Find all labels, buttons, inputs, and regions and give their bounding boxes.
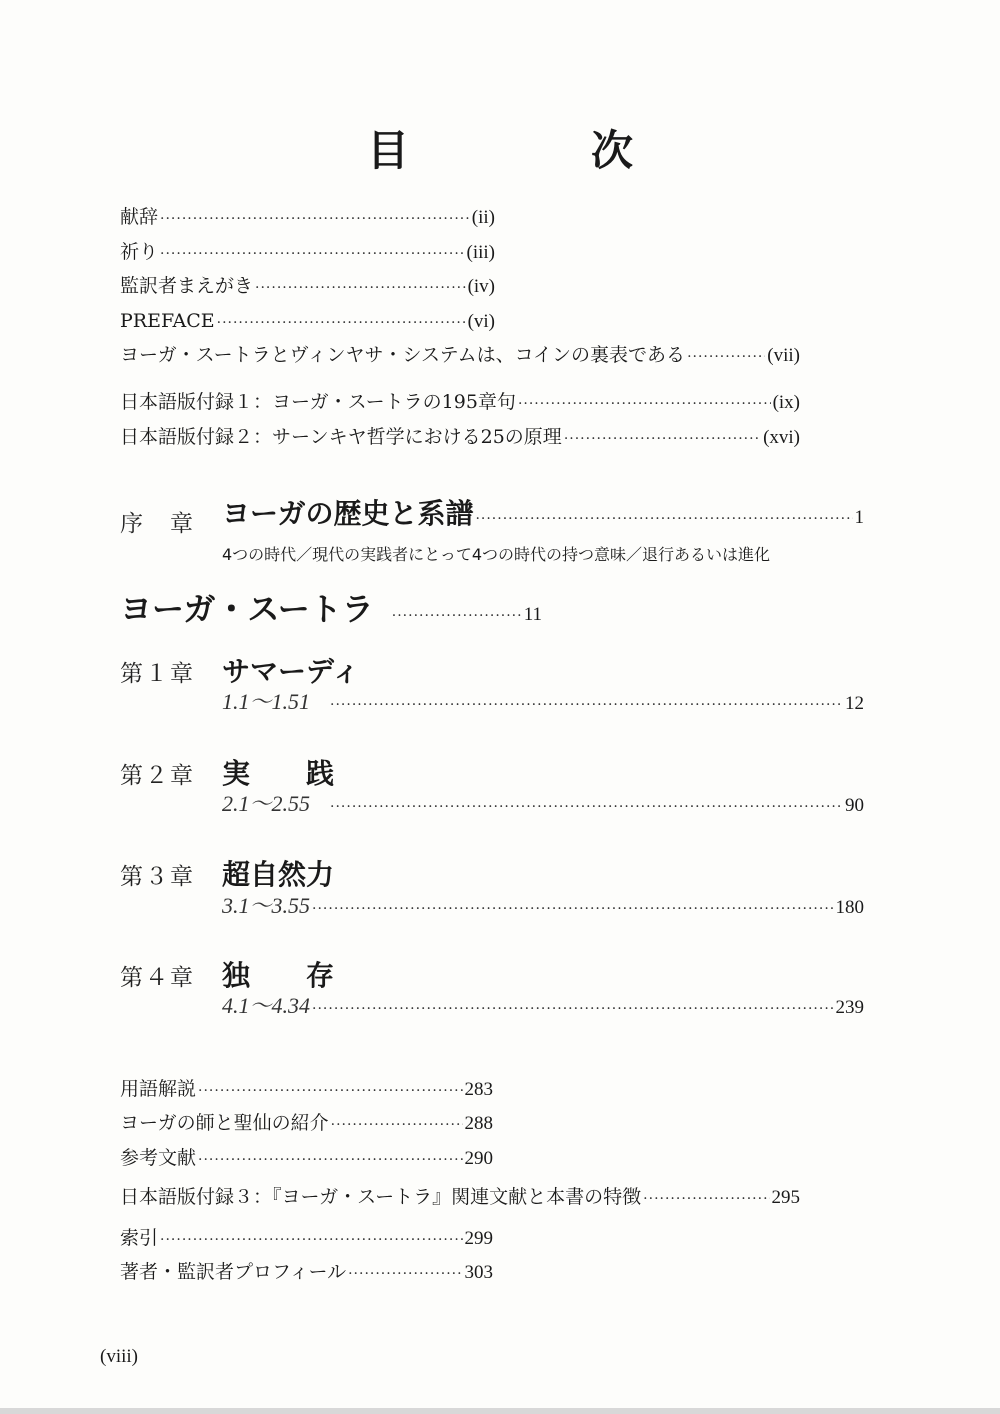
toc-entry-label: 索引 [120, 1227, 159, 1249]
toc-entry-page: 283 [464, 1079, 493, 1100]
leader-dots [348, 1262, 462, 1286]
toc-entry-prayer[interactable] [120, 240, 495, 266]
toc-entry-page: (ii) [471, 207, 495, 228]
toc-entry-glossary[interactable] [120, 1077, 493, 1103]
page-edge [0, 1408, 1000, 1414]
toc-entry-page: 290 [464, 1148, 493, 1169]
intro-subtitle: 4つの時代／現代の実践者にとって4つの時代の持つ意味／退行あるいは進化 [222, 545, 771, 564]
intro-label: 序 章 [120, 511, 195, 537]
chapter-2-page: 90 [845, 795, 864, 816]
toc-entry-page: 288 [464, 1113, 493, 1134]
toc-entry-index[interactable] [120, 1226, 493, 1252]
toc-entry-page: (vi) [467, 311, 495, 332]
chapter-3-page: 180 [835, 897, 864, 918]
toc-entry-page: 299 [464, 1228, 493, 1249]
toc-entry-intro[interactable] [222, 497, 864, 531]
intro-page: 1 [854, 507, 864, 528]
leader-dots [643, 1187, 769, 1211]
toc-entry-bibliography[interactable] [120, 1146, 493, 1172]
leader-dots [312, 997, 833, 1021]
toc-entry-page: (xvi) [763, 427, 800, 448]
toc-entry-page: (vii) [767, 345, 800, 366]
chapter-4-label: 第４章 [120, 965, 195, 991]
toc-entry-profiles[interactable] [120, 1260, 493, 1286]
toc-entry-label: 用語解説 [120, 1078, 197, 1100]
leader-dots [687, 345, 765, 369]
page-title: 目 次 [366, 126, 703, 175]
chapter-1-title[interactable]: サマーディ [222, 655, 360, 688]
chapter-4-page: 239 [835, 997, 864, 1018]
page-number: (viii) [100, 1346, 138, 1367]
toc-entry-label: 参考文献 [120, 1147, 197, 1169]
toc-entry-chapter-2[interactable] [222, 792, 864, 819]
toc-entry-label: PREFACE [120, 310, 215, 332]
leader-dots [392, 604, 522, 628]
toc-entry-label: 献辞 [120, 206, 159, 228]
toc-entry-label: 祈り [120, 241, 159, 263]
leader-dots [330, 795, 843, 819]
leader-dots [475, 507, 852, 531]
toc-entry-appendix-1[interactable] [120, 390, 800, 416]
toc-entry-yoga-sutra[interactable] [120, 590, 560, 628]
leader-dots [160, 242, 464, 266]
toc-entry-label: ヨーガ・スートラとヴィンヤサ・システムは、コインの裏表である [120, 344, 686, 366]
chapter-1-page: 12 [845, 693, 864, 714]
chapter-3-label: 第３章 [120, 864, 195, 890]
toc-entry-dedication[interactable] [120, 205, 495, 231]
chapter-2-range: 2.1〜2.55 [222, 791, 311, 816]
toc-entry-page: 303 [464, 1262, 493, 1283]
toc-entry-coin-essay[interactable] [120, 343, 800, 369]
toc-entry-page: (iii) [466, 242, 495, 263]
toc-entry-preface[interactable] [120, 309, 495, 335]
leader-dots [198, 1148, 462, 1172]
leader-dots [160, 1228, 462, 1252]
toc-entry-teachers[interactable] [120, 1111, 493, 1137]
toc-entry-chapter-3[interactable] [222, 894, 864, 921]
leader-dots [331, 1113, 463, 1137]
toc-entry-appendix-2[interactable] [120, 425, 800, 451]
toc-entry-page: (ix) [772, 392, 800, 413]
chapter-4-range: 4.1〜4.34 [222, 993, 311, 1018]
leader-dots [312, 897, 833, 921]
leader-dots [330, 693, 843, 717]
toc-entry-chapter-1[interactable] [222, 690, 864, 717]
toc-entry-label: 日本語版付録２：サーンキヤ哲学における25の原理 [120, 426, 562, 448]
toc-entry-translator-preface[interactable] [120, 274, 495, 300]
toc-entry-label: 著者・監訳者プロフィール [120, 1261, 347, 1283]
section-page: 11 [523, 604, 543, 625]
toc-entry-page: (iv) [467, 276, 495, 297]
leader-dots [564, 427, 761, 451]
chapter-2-label: 第２章 [120, 763, 195, 789]
chapter-4-title[interactable]: 独 存 [222, 959, 335, 992]
leader-dots [255, 276, 466, 300]
toc-entry-label: ヨーガの師と聖仙の紹介 [120, 1112, 329, 1134]
intro-title: ヨーガの歴史と系譜 [222, 497, 474, 530]
toc-entry-label: 監訳者まえがき [120, 275, 254, 297]
toc-entry-label: 日本語版付録１：ヨーガ・スートラの195章句 [120, 391, 516, 413]
leader-dots [198, 1079, 462, 1103]
leader-dots [518, 392, 771, 416]
toc-entry-appendix-3[interactable] [120, 1185, 800, 1211]
leader-dots [217, 311, 466, 335]
toc-entry-chapter-4[interactable] [222, 994, 864, 1021]
chapter-1-label: 第１章 [120, 661, 195, 687]
section-title: ヨーガ・スートラ [120, 590, 374, 628]
toc-entry-page: 295 [771, 1187, 800, 1208]
leader-dots [160, 207, 470, 231]
toc-entry-label: 日本語版付録３：『ヨーガ・スートラ』関連文献と本書の特徴 [120, 1186, 642, 1208]
chapter-3-range: 3.1〜3.55 [222, 893, 311, 918]
chapter-3-title[interactable]: 超自然力 [222, 858, 335, 891]
chapter-2-title[interactable]: 実 践 [222, 757, 335, 790]
chapter-1-range: 1.1〜1.51 [222, 689, 311, 714]
